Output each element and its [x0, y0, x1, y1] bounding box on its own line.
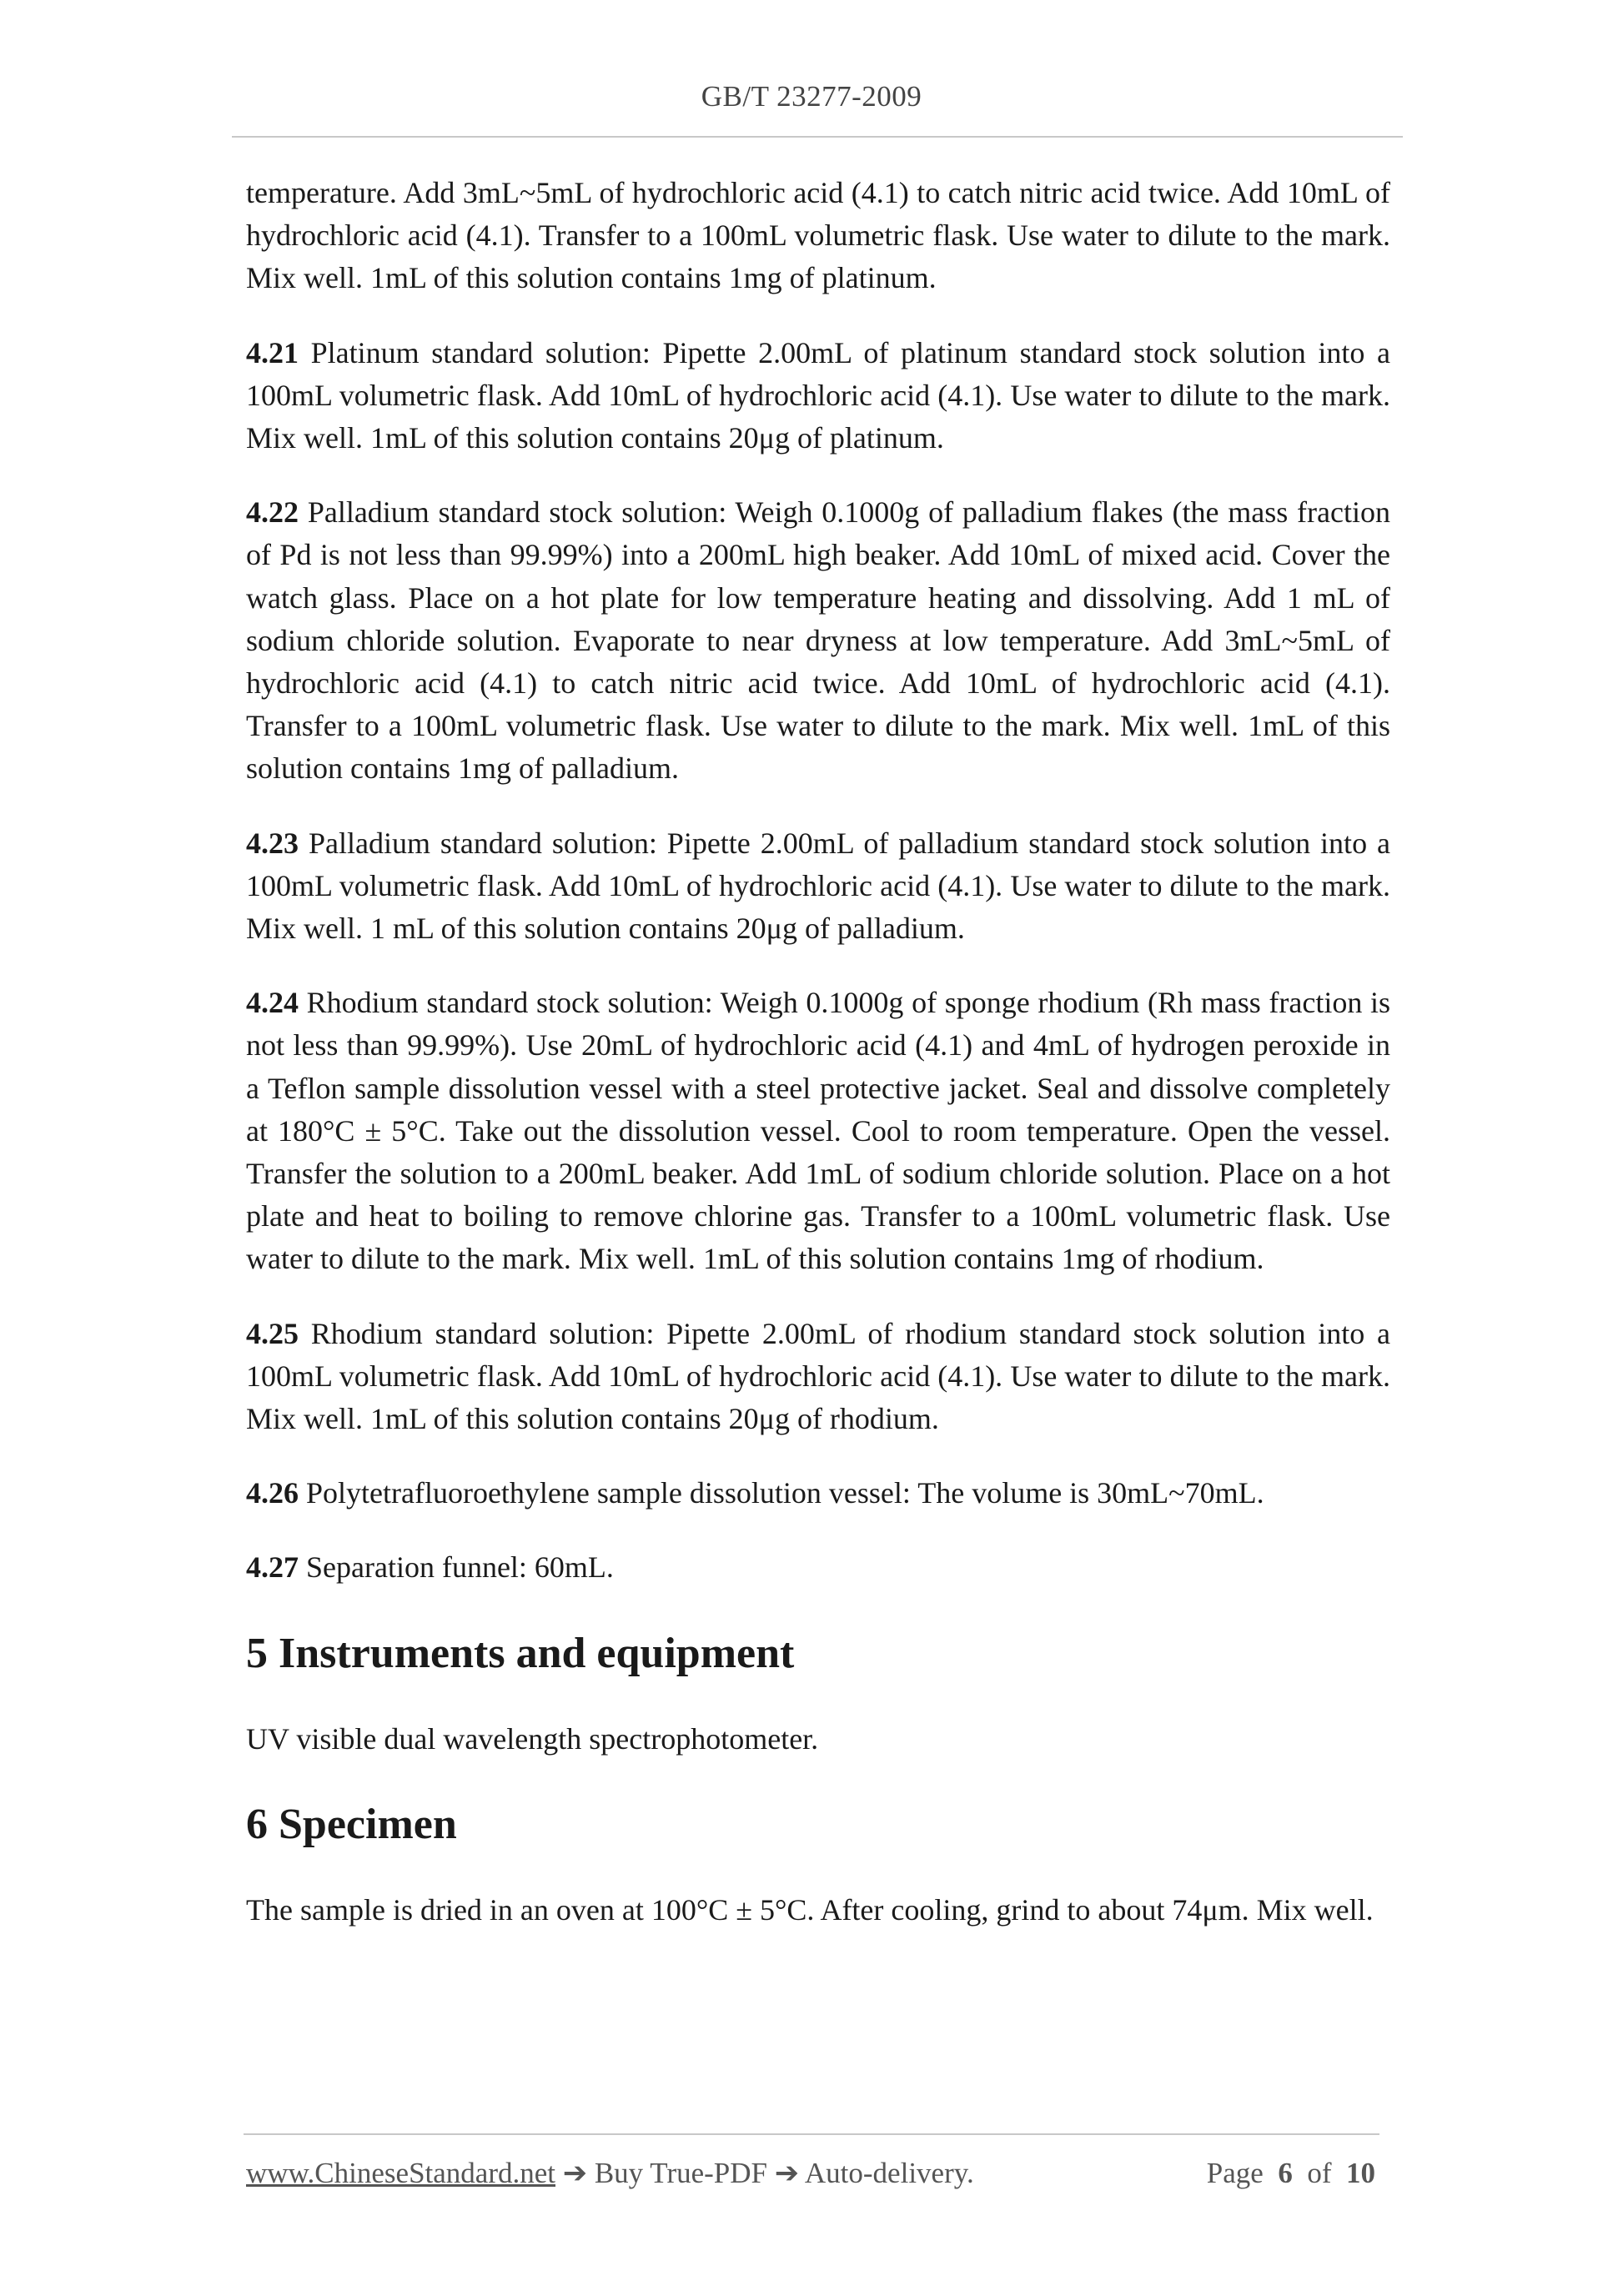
- clause-4-25: [246, 1313, 1390, 1441]
- section-5-body: UV visible dual wavelength spectrophotometer.: [246, 1721, 819, 1756]
- clause-text: Rhodium standard stock solution: Weigh 0.1000g of sponge rhodium (Rh mass fraction is not less than 99.99%). Use 20mL of hydrochloric acid (4.1) and 4mL of hydrogen peroxide in a Teflon sample dissolution vessel with a steel protective jacket. Seal and dissolve completely at 180°C ± 5°C. Take out the dissolution vessel. Cool to room temperature. Open the vessel. Transfer the solution to a 200mL beaker. Add 1mL of sodium chloride solution. Place on a hot plate and heat to boiling to remove chlorine gas. Transfer to a 100mL volumetric flask. Use water to dilute to the mark. Mix well. 1mL of this solution contains 1mg of rhodium.: [246, 986, 1390, 1276]
- page-label: Page: [1206, 2157, 1264, 2189]
- section-6-heading: 6 Specimen: [246, 1800, 457, 1848]
- current-page-number: 6: [1278, 2157, 1293, 2189]
- page-indicator: [1207, 2157, 1375, 2190]
- paragraph-continuation: [246, 172, 1390, 300]
- header-divider: [232, 136, 1403, 138]
- clause-text: Rhodium standard solution: Pipette 2.00mL of rhodium standard stock solution into a 100mL volumetric flask. Add 10mL of hydrochloric acid (4.1). Use water to dilute to the mark. Mix well. 1mL of this solution contains 20μg of rhodium.: [246, 1316, 1390, 1436]
- total-page-count: 10: [1346, 2157, 1375, 2189]
- clause-4-22: [246, 491, 1390, 790]
- clause-text: Polytetrafluoroethylene sample dissolution vessel: The volume is 30mL~70mL.: [299, 1476, 1264, 1510]
- clause-text: Palladium standard solution: Pipette 2.00mL of palladium standard stock solution into a 100mL volumetric flask. Add 10mL of hydrochloric acid (4.1). Use water to dilute to the mark. Mix well. 1 mL of this solution contains 20μg of palladium.: [246, 826, 1390, 946]
- arrow-icon: ➔: [555, 2157, 595, 2189]
- section-5-heading: 5 Instruments and equipment: [246, 1629, 795, 1677]
- paragraph-text: temperature. Add 3mL~5mL of hydrochloric acid (4.1) to catch nitric acid twice. Add 10mL of hydrochloric acid (4.1). Transfer to a 100mL volumetric flask. Use water to dilute to the mark. Mix well. 1mL of this solution contains 1mg of platinum.: [246, 176, 1390, 295]
- clause-number: 4.24: [246, 986, 299, 1020]
- clause-4-21: [246, 332, 1390, 460]
- page-of-label: of: [1307, 2157, 1332, 2189]
- section-6-body: The sample is dried in an oven at 100°C ± 5°C. After cooling, grind to about 74μm. Mix well.: [246, 1892, 1374, 1927]
- buy-true-pdf-text: Buy True-PDF: [594, 2157, 767, 2189]
- clause-4-26: [246, 1472, 1390, 1515]
- clause-4-23: [246, 822, 1390, 951]
- clause-number: 4.21: [246, 335, 299, 369]
- clause-number: 4.23: [246, 826, 299, 860]
- clause-4-27: [246, 1546, 1390, 1589]
- footer-divider: [244, 2133, 1379, 2135]
- clause-number: 4.26: [246, 1476, 299, 1510]
- clause-number: 4.25: [246, 1316, 299, 1350]
- clause-number: 4.22: [246, 495, 299, 530]
- clause-4-24: [246, 982, 1390, 1280]
- auto-delivery-text: Auto-delivery.: [804, 2157, 974, 2189]
- clause-text: Separation funnel: 60mL.: [299, 1550, 614, 1585]
- footer-links: [246, 2157, 974, 2190]
- clause-text: Palladium standard stock solution: Weigh 0.1000g of palladium flakes (the mass fraction of Pd is not less than 99.99%) into a 200mL high beaker. Add 10mL of mixed acid. Cover the watch glass. Place on a hot plate for low temperature heating and dissolving. Add 1 mL of sodium chloride solution. Evaporate to near dryness at low temperature. Add 3mL~5mL of hydrochloric acid (4.1) to catch nitric acid twice. Add 10mL of hydrochloric acid (4.1). Transfer to a 100mL volumetric flask. Use water to dilute to the mark. Mix well. 1mL of this solution contains 1mg of palladium.: [246, 495, 1390, 786]
- clause-number: 4.27: [246, 1550, 299, 1585]
- website-link[interactable]: www.ChineseStandard.net: [246, 2157, 555, 2189]
- arrow-icon: ➔: [767, 2157, 805, 2189]
- clause-text: Platinum standard solution: Pipette 2.00mL of platinum standard stock solution into a 100mL volumetric flask. Add 10mL of hydrochloric acid (4.1). Use water to dilute to the mark. Mix well. 1mL of this solution contains 20μg of platinum.: [246, 335, 1390, 455]
- document-header-title: GB/T 23277-2009: [701, 80, 922, 113]
- document-body: [246, 172, 1390, 1963]
